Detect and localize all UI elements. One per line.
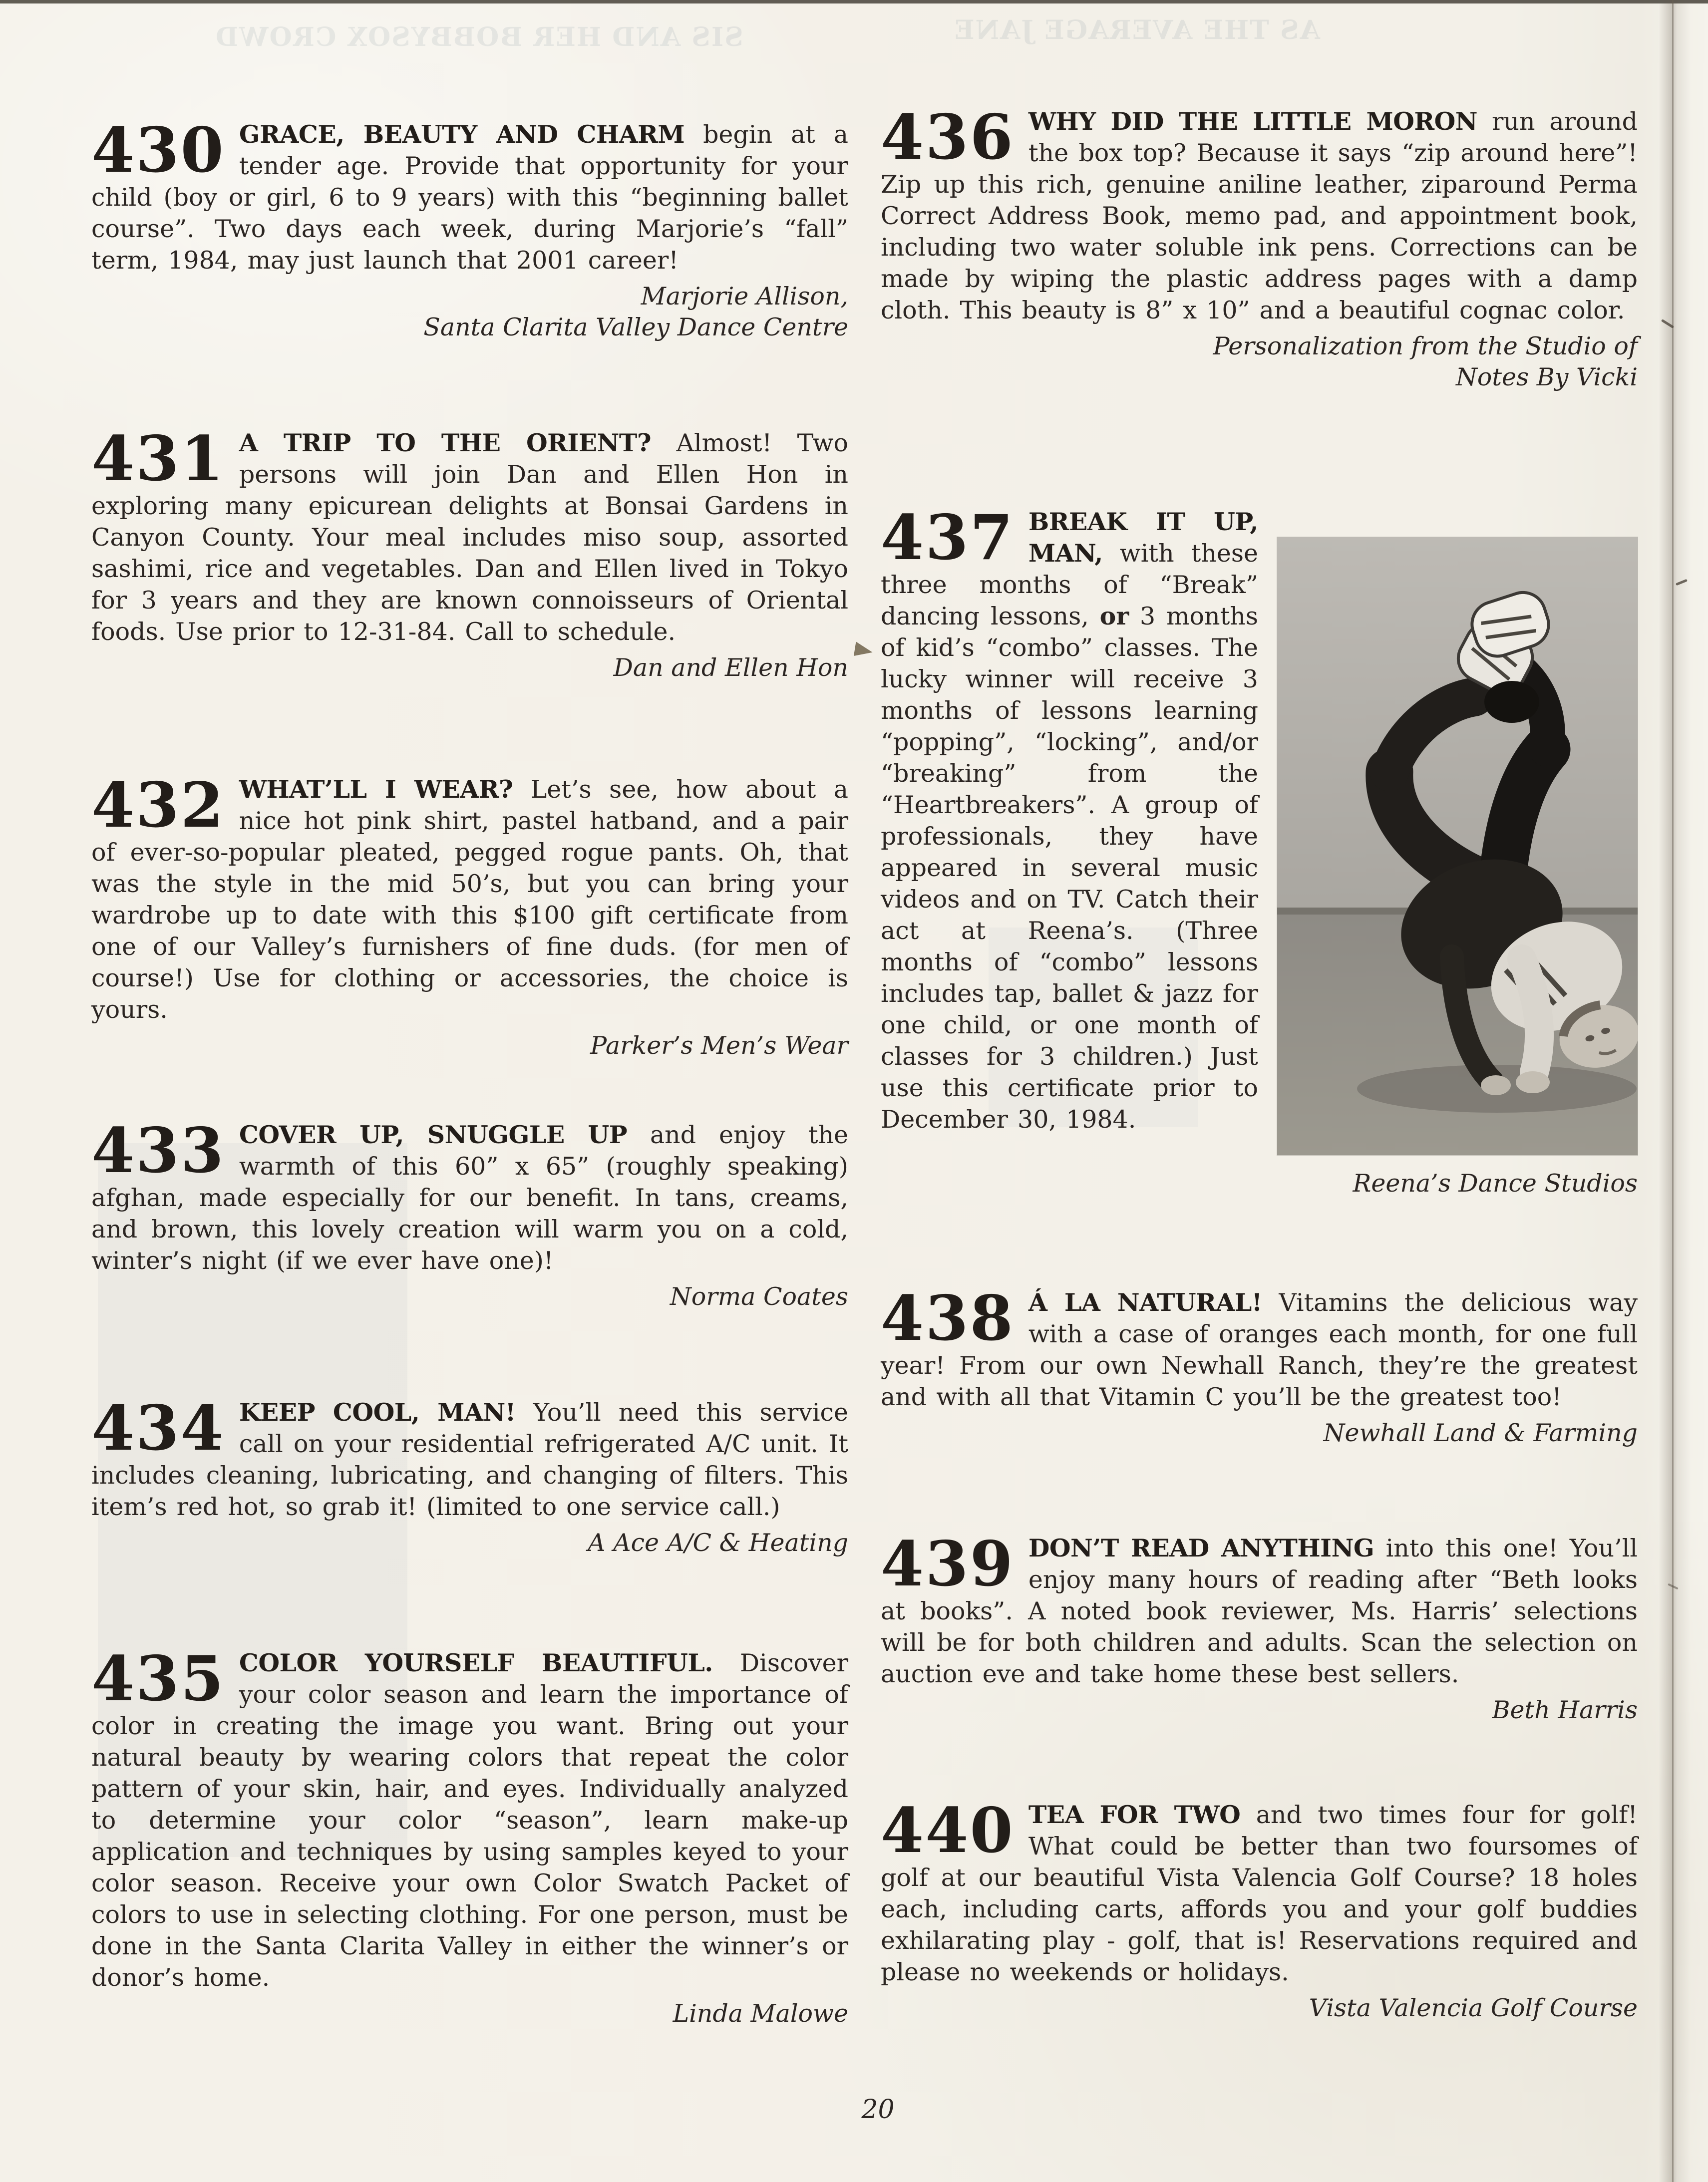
right-column	[881, 0, 1638, 2182]
lot-text: You’ll need this service call on your residential refrigerated A/C unit. It includes cleaning, lubricating, and changing of filters. This item’s red hot, so grab it! (limited to one service call.)	[91, 1398, 848, 1521]
donor-credit: Norma Coates	[670, 1282, 848, 1311]
lot-title: WHAT’LL I WEAR?	[239, 775, 513, 804]
lot-number: 431	[91, 423, 225, 495]
lot-number: 432	[91, 769, 225, 842]
lot-description	[881, 502, 1638, 1135]
lot-title: BREAK IT UP, MAN,	[1028, 507, 1258, 568]
auction-item-430	[91, 114, 849, 343]
lot-description	[881, 101, 1638, 326]
lot-number: 437	[881, 502, 1015, 574]
auction-item-431	[91, 423, 848, 683]
lot-number: 439	[881, 1528, 1015, 1600]
lot-text: with these three months of “Break” dancing lessons,	[881, 539, 1258, 630]
donor-credit: Santa Clarita Valley Dance Centre	[423, 313, 848, 341]
lot-title: Á LA NATURAL!	[1028, 1288, 1262, 1317]
lot-title: A TRIP TO THE ORIENT?	[239, 428, 652, 457]
donor-credit: Parker’s Men’s Wear	[590, 1031, 848, 1060]
lot-number: 433	[91, 1115, 225, 1187]
ink-smudge	[854, 641, 874, 658]
lot-title: DON’T READ ANYTHING	[1028, 1534, 1374, 1562]
lot-text: Discover your color season and learn the importance of color in creating the image you want. Bring out your natural beauty by wearing colors that repeat the color pattern of your skin, hair, and eyes. Individually analyzed to determine your color “season”, learn make-up application and techniques by using samples keyed to your color season. Receive your own Color Swatch Packet of colors to use in selecting clothing. For one person, must be done in the Santa Clarita Valley in either the winner’s or donor’s home.	[91, 1649, 849, 1992]
binding-crease	[1659, 0, 1691, 2182]
lot-number: 438	[881, 1282, 1015, 1355]
auction-item-436	[881, 101, 1638, 393]
lot-title: WHY DID THE LITTLE MORON	[1028, 107, 1478, 136]
lot-text: one month of classes for 3 children.) Just use this certificate prior to December 30, 1984.	[881, 1011, 1258, 1134]
auction-item-440	[881, 1795, 1638, 2024]
lot-description	[91, 1643, 849, 1993]
lot-text: begin at a tender age. Provide that opportunity for your child (boy or girl, 6 to 9 years) with this “beginning ballet course”. Two days each week, during Marjorie’s “fall” term, 1984, may just launch that 2001 career!	[91, 120, 849, 275]
donor-credit: Linda Malowe	[673, 1999, 848, 2028]
lot-text: Let’s see, how about a nice hot pink shirt, pastel hatband, and a pair of ever-so-popular pleated, pegged rogue pants. Oh, that was the style in the mid 50’s, but you can bring your wardrobe up to date with this $100 gift certificate from one of our Valley’s furnishers of fine duds. (for men of course!) Use for clothing or accessories, the choice is yours.	[91, 775, 849, 1024]
lot-description	[91, 1115, 849, 1276]
lot-text: Almost! Two persons will join Dan and Ellen Hon in exploring many epicurean delights at Bonsai Gardens in Canyon County. Your meal includes miso soup, assorted sashimi, rice and vegetables. Dan and Ellen lived in Tokyo for 3 years and they are known connoisseurs of Oriental foods. Use prior to 12-31-84. Call to schedule.	[91, 429, 848, 646]
breakdancer-photo	[1277, 537, 1638, 1155]
lot-number: 430	[91, 114, 225, 187]
donor-credit: A Ace A/C & Heating	[588, 1529, 848, 1557]
lot-description	[91, 423, 848, 647]
ghost-showthrough-text: SIS AND HER BOBBYSOX CROWD	[215, 22, 743, 52]
auction-item-432	[91, 769, 849, 1061]
lot-text-bold: or	[1099, 602, 1129, 630]
lot-text: 3 months of kid’s “combo” classes. The lucky winner will receive 3 months of lessons learning “popping”, “locking”, and/or “breaking” from the “Heartbreakers”. A group of professionals, they have appeared in several music videos and on TV. Catch their act at Reena’s. (Three months of “combo” lessons includes tap, ballet & jazz for one child, or	[881, 602, 1258, 1039]
lot-text: into this one! You’ll enjoy many hours of reading after “Beth looks at books”. A noted book reviewer, Ms. Harris’ selections will be for both children and adults. Scan the selection on auction eve and take home these best sellers.	[881, 1534, 1638, 1688]
lot-text: Vitamins the delicious way with a case of oranges each month, for one full year! From our own Newhall Ranch, they’re the greatest and with all that Vitamin C you’ll be the greatest too!	[881, 1288, 1638, 1411]
lot-description	[881, 1282, 1638, 1413]
auction-item-438	[881, 1282, 1638, 1449]
donor-credit: Newhall Land & Farming	[1323, 1419, 1638, 1447]
lot-description	[881, 1795, 1638, 1988]
lot-number: 435	[91, 1643, 225, 1715]
lot-description	[91, 114, 849, 276]
lot-description	[91, 1392, 848, 1523]
donor-credit: Dan and Ellen Hon	[613, 653, 848, 682]
auction-item-435	[91, 1643, 849, 2029]
lot-title: TEA FOR TWO	[1028, 1800, 1241, 1829]
lot-text: and enjoy the warmth of this 60” x 65” (roughly speaking) afghan, made especially for our benefit. In tans, creams, and brown, this lovely creation will warm you on a cold, winter’s night (if we ever have one)!	[91, 1121, 849, 1275]
lot-title: COVER UP, SNUGGLE UP	[239, 1120, 628, 1149]
donor-credit: Beth Harris	[1492, 1696, 1638, 1724]
lot-text: run around the box top? Because it says “zip around here”! Zip up this rich, genuine aniline leather, ziparound Perma Correct Address Book, memo pad, and appointment book, including two water soluble ink pens. Corrections can be made by wiping the plastic address pages with a damp cloth. This beauty is 8” x 10” and a beautiful cognac color.	[881, 107, 1638, 324]
ghost-showthrough-text: AS THE AVERAGE JANE	[954, 15, 1320, 45]
donor-credit: Marjorie Allison,	[641, 282, 848, 311]
lot-description	[91, 769, 849, 1025]
breakdancer-illustration	[1277, 537, 1638, 1155]
lot-number: 434	[91, 1392, 225, 1465]
lot-title: KEEP COOL, MAN!	[239, 1398, 516, 1427]
lot-title: COLOR YOURSELF BEAUTIFUL.	[239, 1648, 713, 1677]
lot-number: 440	[881, 1795, 1015, 1867]
auction-item-433	[91, 1115, 849, 1312]
auction-item-437	[881, 502, 1638, 1199]
donor-credit: Reena’s Dance Studios	[1353, 1169, 1638, 1198]
lot-description	[881, 1528, 1638, 1690]
left-column	[91, 0, 848, 2182]
donor-credit: Notes By Vicki	[1455, 363, 1638, 391]
lot-title: GRACE, BEAUTY AND CHARM	[239, 120, 685, 149]
page-number: 20	[861, 2095, 895, 2125]
auction-item-439	[881, 1528, 1638, 1726]
lot-text: and two times four for golf! What could be better than two foursomes of golf at our beautiful Vista Valencia Golf Course? 18 holes each, including carts, affords you and your golf buddies exhilarating play - golf, that is! Reservations required and please no weekends or holidays.	[881, 1801, 1638, 1986]
auction-item-434	[91, 1392, 848, 1559]
donor-credit: Vista Valencia Golf Course	[1309, 1994, 1638, 2022]
lot-number: 436	[881, 101, 1015, 174]
donor-credit: Personalization from the Studio of	[1213, 332, 1638, 360]
